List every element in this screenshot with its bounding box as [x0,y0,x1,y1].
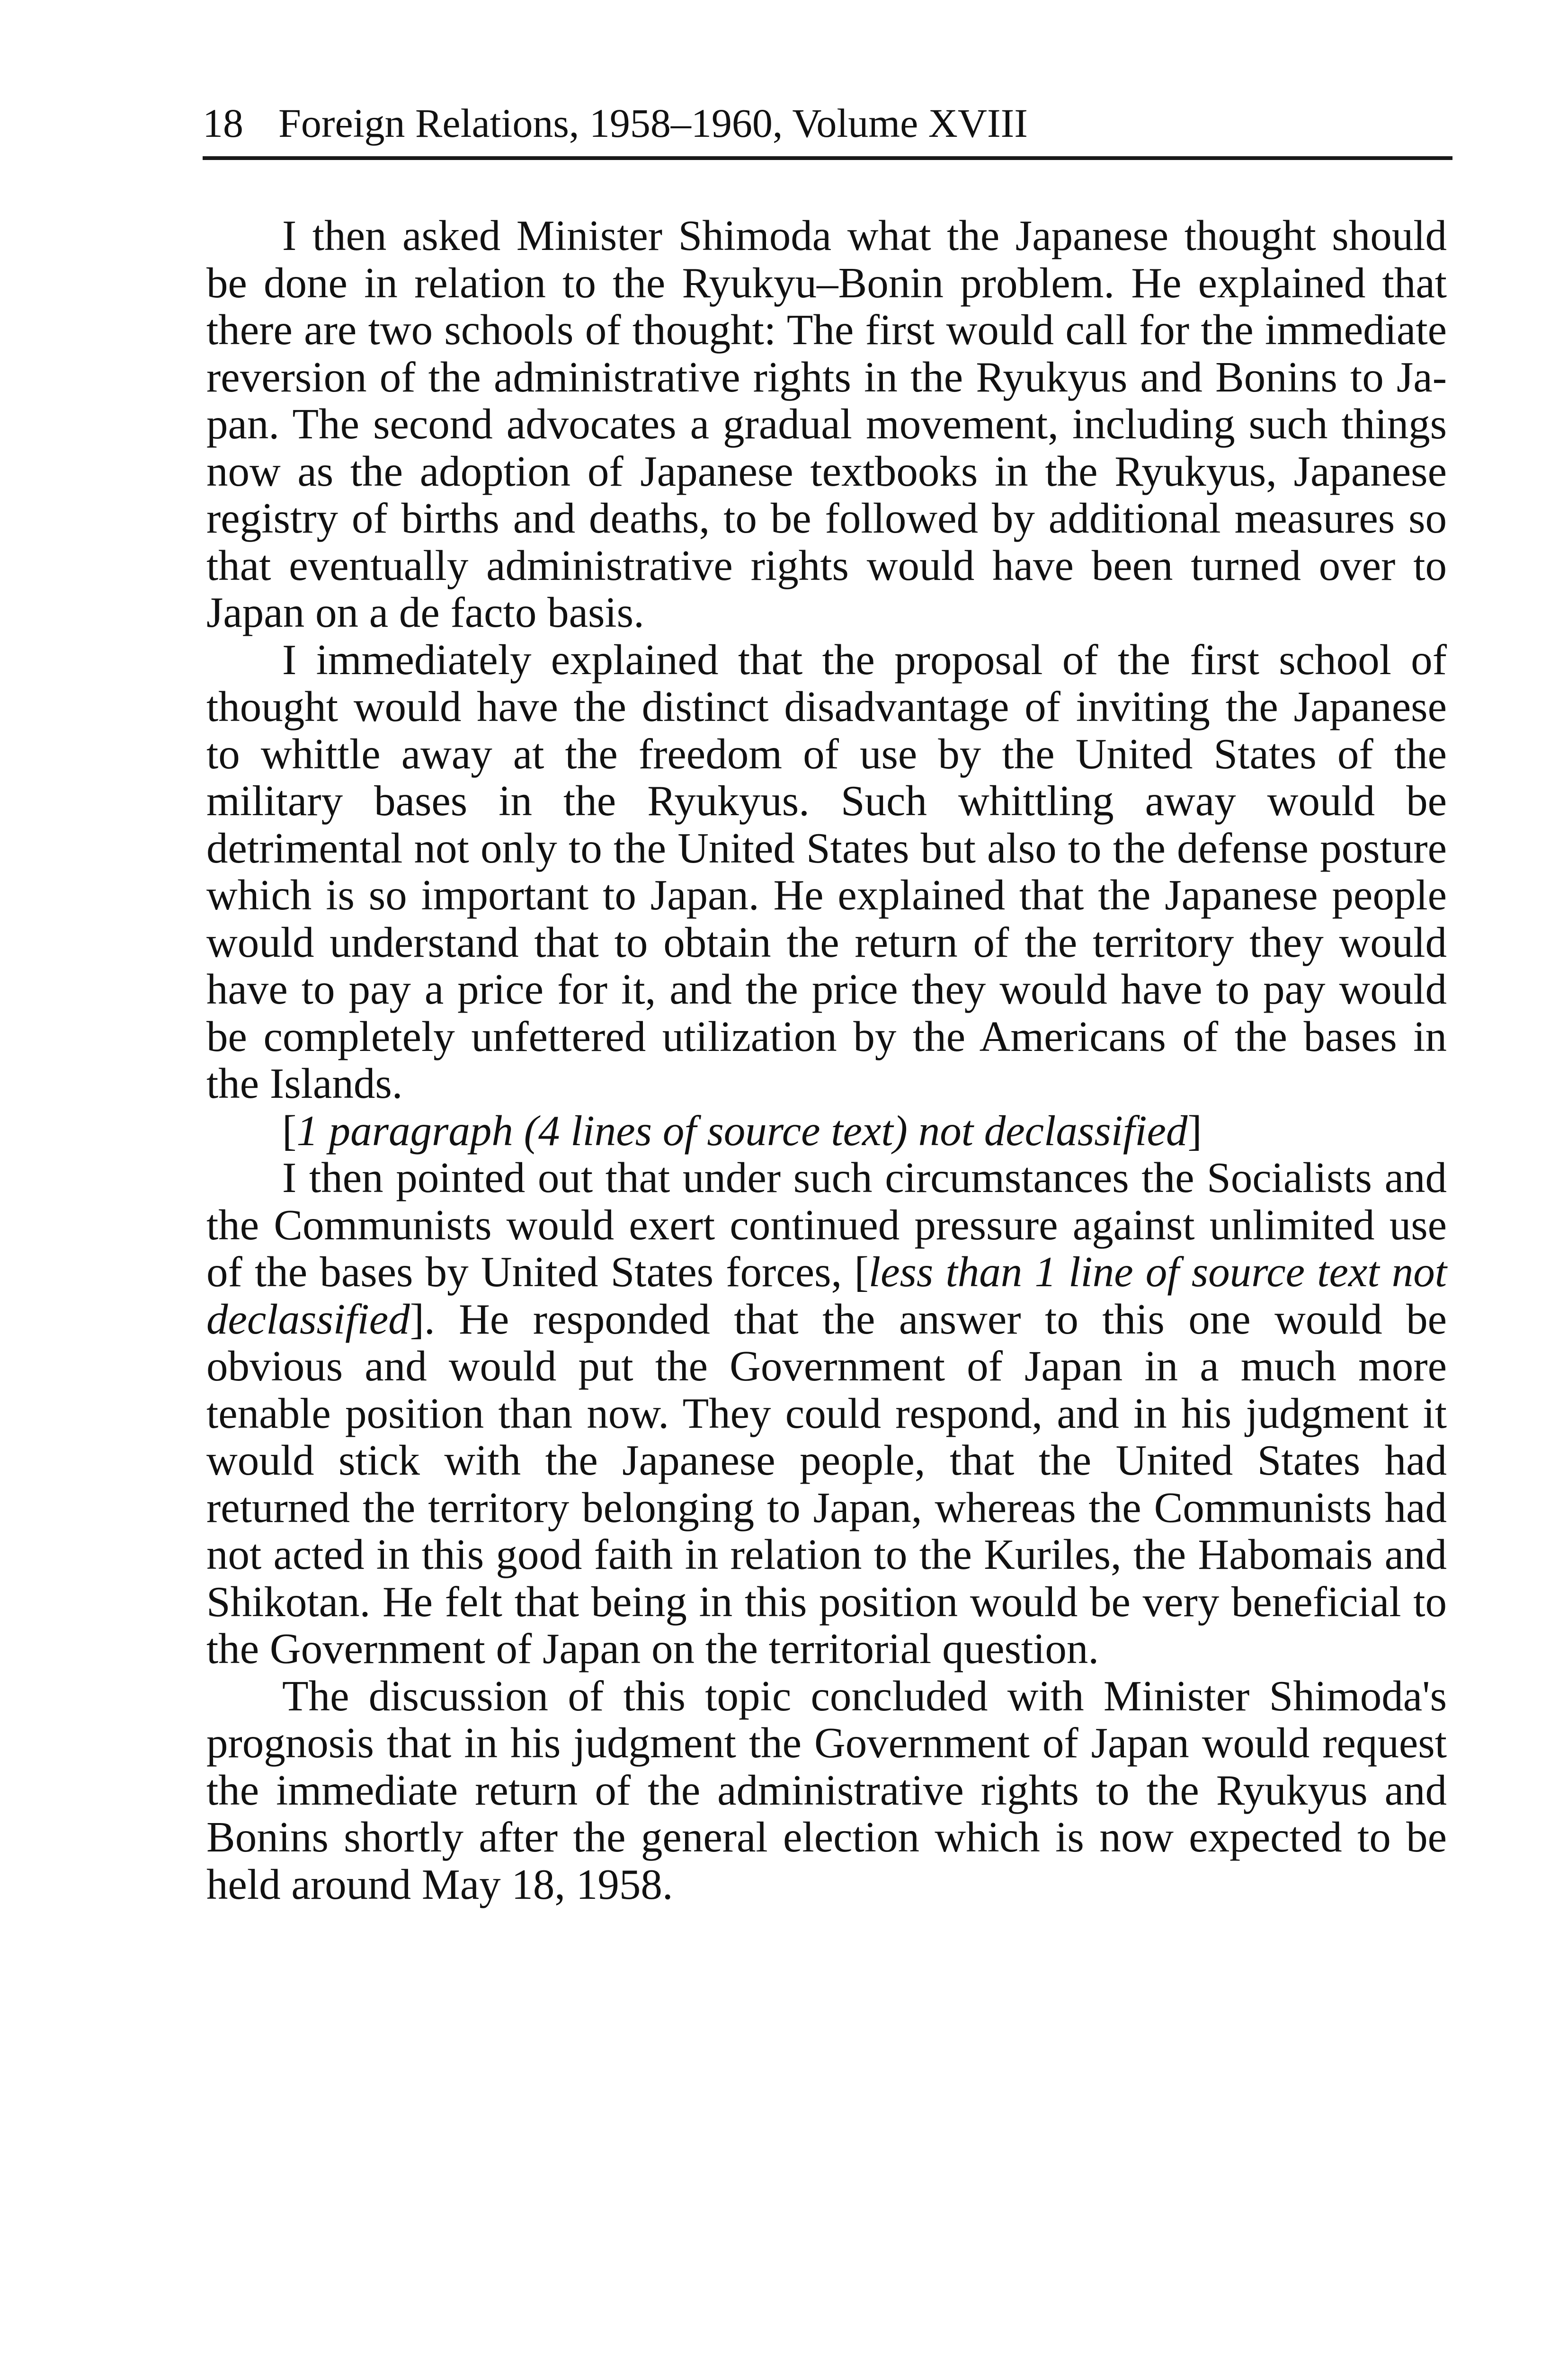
page-number: 18 [203,100,243,146]
paragraph-1: I then asked Minister Shimoda what the Japanese thought should be done in relation to the Ryukyu–Bonin problem. He explained that there are two schools of thought: The first would call for the immediate reversion of the administrative rights in the Ryukyus and Bonins to Japan. The second advocates a gradual movement, including such things now as the adoption of Japanese textbooks in the Ryukyus, Japanese registry of births and deaths, to be followed by additional measures so that eventually administrative rights would have been turned over to Japan on a de facto basis. [206,212,1447,636]
bracket-open: [ [282,1106,297,1155]
paragraph-2: I immediately explained that the proposal of the first school of thought would have the distinct disadvantage of inviting the Japanese to whittle away at the freedom of use by the United States of the military bases in the Ryukyus. Such whittling away would be detrimental not only to the United States but also to the defense posture which is so important to Japan. He explained that the Japanese people would understand that to obtain the return of the territory they would have to pay a price for it, and the price they would have to pay would be completely unfettered utilization by the Americans of the bases in the Islands. [206,635,1447,1107]
paragraph-5: The discussion of this topic concluded with Minister Shimoda's prognosis that in his judgment the Government of Japan would request the immediate return of the administrative rights to the Ryukyus and Bonins shortly after the general election which is now expected to be held around May 18, 1958. [206,1672,1447,1908]
declassification-note [206,1107,1447,1155]
paragraph-4-redaction-note: less than 1 line of source text not declassified [206,1248,1447,1343]
paragraph-4-part-1: I then pointed out that under such circumstances the Socialists and the Communists would exert continued pressure against unlimited use of the bases by United States forces, [ [206,1154,1447,1296]
running-header [203,99,1452,160]
running-title: Foreign Relations, 1958–1960, Volume XVIII [278,100,1028,146]
body-text [206,212,1447,1908]
declassification-note-text: 1 paragraph (4 lines of source text) not declassified [296,1106,1188,1155]
bracket-close: ] [1187,1106,1202,1155]
paragraph-4 [206,1154,1447,1673]
paragraph-4-part-2: ]. He responded that the answer to this one would be obvious and would put the Government of Japan in a much more tenable position than now. They could respond, and in his judgment it would stick with the Japanese people, that the United States had returned the territory belonging to Japan, whereas the Communists had not acted in this good faith in relation to the Kuriles, the Habomais and Shikotan. He felt that being in this position would be very beneficial to the Government of Japan on the territorial question. [206,1295,1447,1673]
